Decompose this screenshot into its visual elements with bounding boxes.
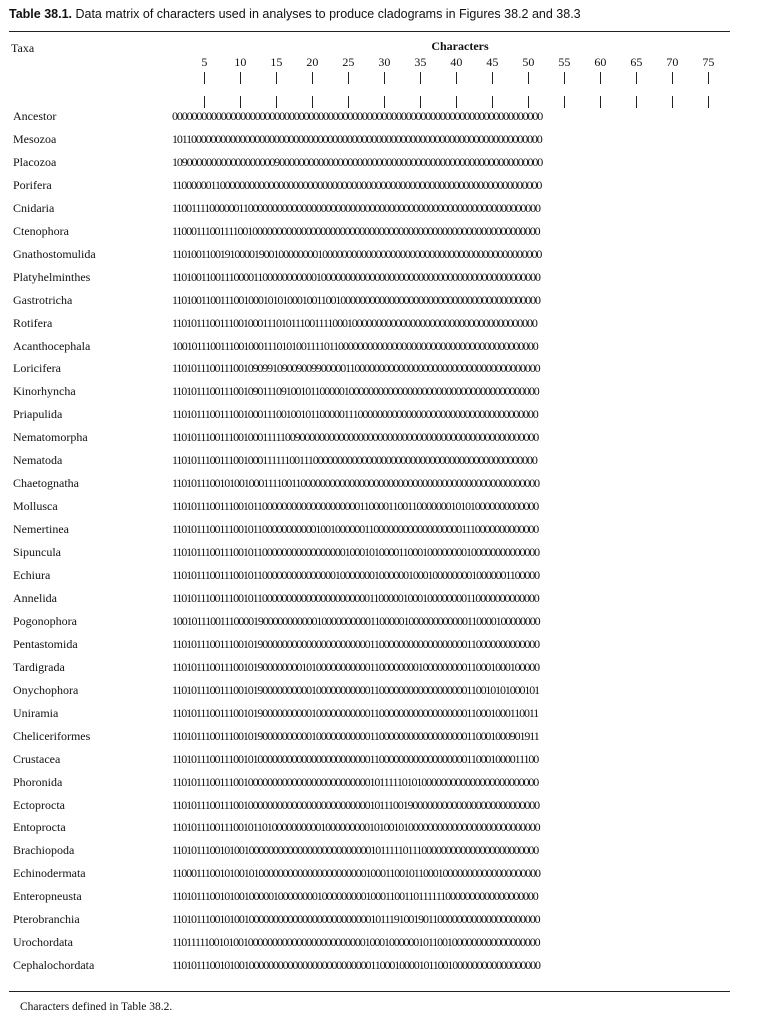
taxon-name: Pentastomida xyxy=(13,636,78,651)
character-codes: 1101111100101001000000000000000000000000100010000001011001000000000000000000 xyxy=(172,935,540,950)
character-codes: 1011000000000000000000000000000000000000000000000000000000000000000000000000 xyxy=(172,131,542,146)
character-codes: 1101011100111001011010000000000100000000010100101000000000000000000000000000 xyxy=(172,820,540,835)
taxon-name: Nematomorpha xyxy=(13,430,88,445)
taxon-name: Ancestor xyxy=(13,109,57,123)
character-codes: 1101011100111001090111091001011000001000000000000000000000000000000000000000 xyxy=(172,384,539,399)
taxon-name: Onychophora xyxy=(13,682,79,697)
taxon-name: Kinorhyncha xyxy=(13,384,76,399)
character-codes: 1101001100111001000101010001001100100000000000000000000000000000000000000000 xyxy=(172,292,540,307)
taxon-name: Nematoda xyxy=(13,453,63,468)
tick-mark xyxy=(204,72,205,84)
table-row xyxy=(0,773,763,796)
taxon-name: Cheliceriformes xyxy=(13,728,91,743)
character-codes: 1101011100111001011000000000000000000000011000001000100000000110000000000000 xyxy=(172,590,539,605)
character-codes: 1101011100101001000000000000000000000000011000100001011001000000000000000000 xyxy=(172,958,540,973)
taxon-name: Pogonophora xyxy=(13,613,77,628)
tick-mark xyxy=(528,72,529,84)
table-row xyxy=(0,750,763,773)
character-codes: 1101011100111001000111001001011000001110000000000000000000000000000000000000 xyxy=(172,407,538,422)
table-row xyxy=(0,841,763,864)
table-caption-text: Data matrix of characters used in analyses to produce cladograms in Figures 38.2 and 38.3 xyxy=(75,7,581,21)
tick-mark xyxy=(312,72,313,84)
table-row xyxy=(0,635,763,658)
character-codes: 1101011100111001019000000000010000000000011000000000000000000110001000901911 xyxy=(172,728,539,743)
table-row xyxy=(0,933,763,956)
character-codes: 1101011100111001011000000000000000100000001000000100010000000010000001100000 xyxy=(172,568,540,582)
table-row xyxy=(0,199,763,222)
tick-mark xyxy=(708,72,709,84)
table-row xyxy=(0,382,763,405)
taxon-name: Mollusca xyxy=(13,499,58,514)
table-row xyxy=(0,910,763,933)
tick-mark xyxy=(384,72,385,84)
taxon-name: Rotifera xyxy=(13,315,53,330)
taxon-name: Enteropneusta xyxy=(13,889,82,904)
table-caption xyxy=(9,6,754,22)
taxon-name: Ectoprocta xyxy=(13,797,65,812)
tick-mark xyxy=(240,72,241,84)
character-codes: 1101011100111001000000000000000000000000010111110101000000000000000000000000 xyxy=(172,774,539,789)
character-codes: 1101011100111001011000000000001001000000110000000000000000001110000000000000 xyxy=(172,522,539,537)
character-codes: 1101011100111001000111010111001111000100000000000000000000000000000000000000 xyxy=(172,315,537,330)
table-row xyxy=(0,451,763,474)
table-row xyxy=(0,359,763,382)
taxon-name: Cnidaria xyxy=(13,200,55,215)
tick-label: 35 xyxy=(414,55,427,69)
character-codes: 1101011100111001011000000000000000001000101000011000100000000100000000000000 xyxy=(172,545,540,560)
table-row xyxy=(0,107,763,130)
tick-mark xyxy=(564,72,565,84)
table-row xyxy=(0,796,763,819)
taxon-name: Entoprocta xyxy=(13,820,66,835)
taxon-name: Priapulida xyxy=(13,407,63,422)
character-codes: 1100111100000011000000000000000000000000000000000000000000000000000000000000 xyxy=(172,200,540,215)
character-codes: 1101011100111001000000000000000000000000010111001900000000000000000000000000 xyxy=(172,797,540,812)
table-row xyxy=(0,704,763,727)
taxon-name: Ctenophora xyxy=(13,223,69,238)
table-row xyxy=(0,681,763,704)
character-codes: 1101011100101001000000000000000000000000010111910019011000000000000000000000 xyxy=(172,912,540,927)
taxon-name: Tardigrada xyxy=(13,659,65,674)
tick-mark xyxy=(636,72,637,84)
taxon-name: Chaetognatha xyxy=(13,476,79,491)
taxon-name: Nemertinea xyxy=(13,522,69,537)
taxon-name: Urochordata xyxy=(13,935,73,950)
tick-label: 55 xyxy=(558,55,571,69)
table-row xyxy=(0,566,763,589)
character-codes: 1101011100111001090991090090099000001100000000000000000000000000000000000000 xyxy=(172,361,540,376)
tick-label: 10 xyxy=(234,55,247,69)
taxon-name: Annelida xyxy=(13,590,57,605)
taxon-name: Phoronida xyxy=(13,774,63,789)
taxon-name: Pterobranchia xyxy=(13,912,80,927)
table-row xyxy=(0,612,763,635)
tick-mark xyxy=(348,72,349,84)
tick-label: 40 xyxy=(450,55,463,69)
taxon-name: Brachiopoda xyxy=(13,843,75,858)
table-row xyxy=(0,245,763,268)
table-row xyxy=(0,405,763,428)
table-row xyxy=(0,497,763,520)
taxon-name: Uniramia xyxy=(13,705,59,720)
character-codes: 1100000011000000000000000000000000000000000000000000000000000000000000000000 xyxy=(172,177,542,192)
table-row xyxy=(0,887,763,910)
table-row xyxy=(0,658,763,681)
tick-label: 20 xyxy=(306,55,319,69)
table-row xyxy=(0,291,763,314)
table-row xyxy=(0,130,763,153)
table-row xyxy=(0,428,763,451)
tick-mark xyxy=(492,72,493,84)
table-row xyxy=(0,176,763,199)
tick-label: 15 xyxy=(270,55,283,69)
characters-column-header: Characters xyxy=(431,39,489,53)
tick-label: 30 xyxy=(378,55,391,69)
character-codes: 1101011100111001019000000000010000000000011000000000000000000110001000110011 xyxy=(172,705,539,720)
table-row xyxy=(0,474,763,497)
character-codes: 1101011100101001000111100110000000000000000000000000000000000000000000000000 xyxy=(172,476,540,491)
character-codes: 0000000000000000000000000000000000000000000000000000000000000000000000000000 xyxy=(172,109,543,123)
character-codes: 1001011100111000019000000000001000000000011000001000000000000110000100000000 xyxy=(172,613,540,628)
top-rule xyxy=(9,31,730,32)
tick-label: 75 xyxy=(702,55,715,69)
character-codes: 1101011100101001000001000000001000000000100011001101111110000000000000000000 xyxy=(172,889,538,904)
taxon-name: Platyhelminthes xyxy=(13,269,91,284)
taxa-column-header: Taxa xyxy=(11,41,35,55)
taxon-name: Porifera xyxy=(13,177,52,192)
tick-label: 70 xyxy=(666,55,679,69)
table-row xyxy=(0,153,763,176)
character-codes: 1101001100111000011000000000001000000000000000000000000000000000000000000000 xyxy=(172,269,540,284)
tick-mark xyxy=(420,72,421,84)
tick-label: 60 xyxy=(594,55,607,69)
table-row xyxy=(0,589,763,612)
character-codes: 1101011100111001019000000000010000000000011000000000000000000110010101000101 xyxy=(172,682,540,697)
table-footnote: Characters defined in Table 38.2. xyxy=(20,1001,173,1013)
tick-mark xyxy=(456,72,457,84)
character-codes: 1101001100191000019001000000001000000000000000000000000000000000000000000000 xyxy=(172,246,542,261)
taxon-name: Placozoa xyxy=(13,154,57,169)
table-row xyxy=(0,520,763,543)
character-codes: 1100011100101001010000000000000000000000100011001011000100000000000000000000 xyxy=(172,866,540,881)
table-number: Table 38.1. xyxy=(9,7,72,21)
character-codes: 1101011100111001000111111001110000000000000000000000000000000000000000000000 xyxy=(172,453,537,468)
table-row xyxy=(0,727,763,750)
tick-label: 25 xyxy=(342,55,355,69)
tick-label: 45 xyxy=(486,55,499,69)
taxon-name: Sipuncula xyxy=(13,545,61,560)
tick-mark xyxy=(276,72,277,84)
taxon-name: Gnathostomulida xyxy=(13,246,96,261)
taxon-name: Crustacea xyxy=(13,751,61,766)
character-codes: 1090000000000000000009000000000000000000000000000000000000000000000000000000 xyxy=(172,154,543,169)
table-row xyxy=(0,314,763,337)
table-row xyxy=(0,268,763,291)
table-row xyxy=(0,956,763,979)
tick-label: 5 xyxy=(201,55,208,69)
character-codes: 1101011100111001000111110090000000000000000000000000000000000000000000000000 xyxy=(172,430,539,445)
taxon-name: Acanthocephala xyxy=(13,338,91,353)
taxon-name: Cephalochordata xyxy=(13,958,95,973)
table-row xyxy=(0,337,763,360)
character-codes: 1101011100101001000000000000000000000000010111110111000000000000000000000000 xyxy=(172,843,539,858)
taxon-name: Echinodermata xyxy=(13,866,86,881)
character-codes: 1001011100111001000111010100111101100000000000000000000000000000000000000000 xyxy=(172,338,538,353)
taxon-name: Echiura xyxy=(13,568,51,582)
character-codes: 1101011100111001019000000001010000000000011000000001000000000110001000100000 xyxy=(172,659,540,674)
character-codes: 1100011100111100100000000000000000000000000000000000000000000000000000000000 xyxy=(172,223,540,238)
tick-label: 65 xyxy=(630,55,643,69)
character-codes: 1101011100111001010000000000000000000000011000000000000000000110001000011100 xyxy=(172,751,539,766)
character-codes: 1101011100111001019000000000000000000000011000000000000000000110000000000000 xyxy=(172,636,540,651)
tick-mark xyxy=(600,72,601,84)
table-row xyxy=(0,864,763,887)
taxon-name: Loricifera xyxy=(13,361,61,376)
tick-label: 50 xyxy=(522,55,535,69)
table-row xyxy=(0,222,763,245)
table-row xyxy=(0,818,763,841)
tick-mark xyxy=(672,72,673,84)
taxon-name: Mesozoa xyxy=(13,131,57,146)
character-codes: 1101011100111001011000000000000000000001100001100110000000101010000000000000 xyxy=(172,499,539,514)
taxon-name: Gastrotricha xyxy=(13,292,73,307)
bottom-rule xyxy=(9,991,730,992)
table-row xyxy=(0,543,763,566)
